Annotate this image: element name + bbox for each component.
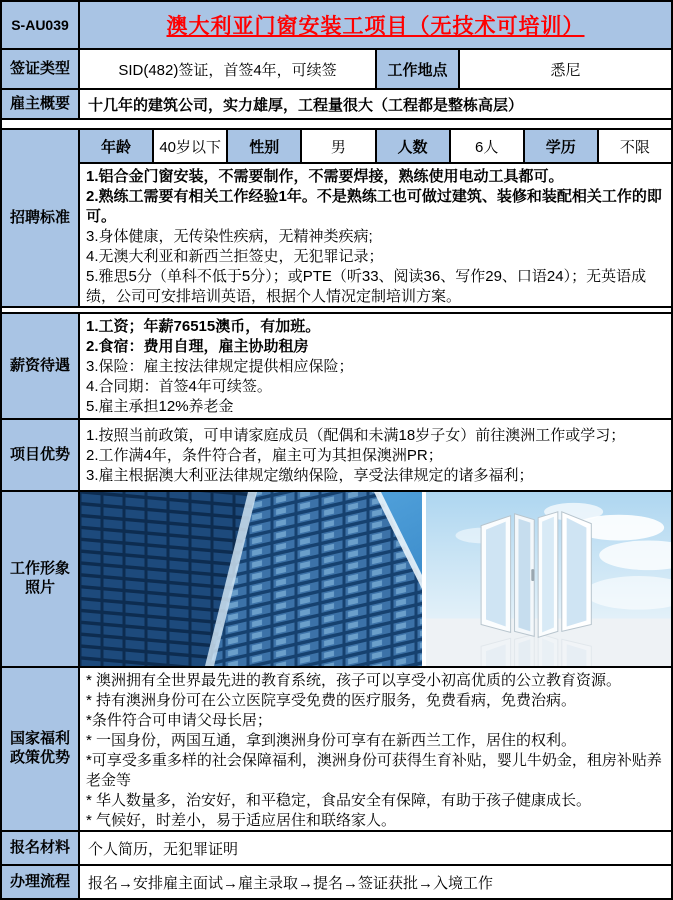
welfare-items	[80, 668, 671, 830]
employer-label: 雇主概要	[2, 90, 80, 118]
welfare-item: * 气候好，时差小，易于适应居住和联络家人。	[86, 812, 397, 829]
materials-row	[2, 832, 671, 866]
age-value: 40岁以下	[154, 130, 228, 162]
advantage-item: 1.按照当前政策，可申请家庭成员（配偶和未满18岁子女）前往澳洲工作或学习；	[86, 426, 626, 444]
employer-row	[2, 90, 671, 120]
process-value: 报名→安排雇主面试→雇主录取→提名→签证获批→入境工作	[88, 874, 494, 892]
education-value: 不限	[619, 138, 650, 156]
salary-item: 4.合同期：首签4年可续签。	[86, 377, 272, 395]
process-label: 办理流程	[2, 866, 80, 898]
work-location-label: 工作地点	[377, 50, 460, 88]
welfare-row	[2, 668, 671, 832]
welfare-item: * 持有澳洲身份可在公立医院享受免费的医疗服务，免费看病，免费治病。	[86, 692, 577, 709]
photo-label: 工作形象照片	[2, 492, 80, 666]
welfare-item: *可享受多重多样的社会保障福利，澳洲身份可获得生育补贴，婴儿牛奶金，租房补贴养老金等	[86, 752, 662, 789]
salary-label: 薪资待遇	[2, 314, 80, 418]
row-spacer	[2, 120, 671, 130]
education-label: 学历	[525, 130, 599, 162]
job-code: S-AU039	[2, 2, 80, 48]
recruit-item: 1.铝合金门窗安装，不需要制作，不需要焊接，熟练使用电动工具都可。	[86, 168, 564, 185]
gender-label: 性别	[228, 130, 302, 162]
spec-row	[80, 130, 671, 164]
salary-row	[2, 314, 671, 420]
advantages-items	[80, 420, 671, 490]
visa-type-value: SID(482)签证，首签4年，可续签	[80, 50, 377, 88]
materials-label: 报名材料	[2, 832, 80, 864]
salary-item: 2.食宿：费用自理，雇主协助租房	[86, 337, 309, 355]
employer-value: 十几年的建筑公司，实力雄厚，工程量很大（工程都是整栋高层）	[88, 96, 524, 114]
visa-row	[2, 50, 671, 90]
advantage-item: 2.工作满4年，条件符合者，雇主可为其担保澳洲PR；	[86, 446, 443, 464]
headcount-value: 6人	[451, 130, 525, 162]
visa-type-label: 签证类型	[2, 50, 80, 88]
page-title: 澳大利亚门窗安装工项目（无技术可培训）	[166, 15, 585, 38]
salary-item: 3.保险：雇主按法律规定提供相应保险；	[86, 357, 354, 375]
title-row	[2, 2, 671, 50]
salary-item: 5.雇主承担12%养老金	[86, 397, 234, 415]
welfare-label: 国家福利政策优势	[2, 668, 80, 830]
advantage-item: 3.雇主根据澳大利亚法律规定缴纳保险，享受法律规定的诸多福利；	[86, 466, 534, 484]
recruit-item: 4.无澳大利亚和新西兰拒签史，无犯罪记录；	[86, 248, 384, 265]
recruit-item: 2.熟练工需要有相关工作经验1年。不是熟练工也可做过建筑、装修和装配相关工作的即可。	[86, 188, 662, 225]
work-location-value: 悉尼	[550, 61, 581, 79]
recruit-label: 招聘标准	[2, 130, 80, 306]
advantages-row	[2, 420, 671, 492]
welfare-item: * 澳洲拥有全世界最先进的教育系统，孩子可以享受小初高优质的公立教育资源。	[86, 672, 622, 689]
advantages-label: 项目优势	[2, 420, 80, 490]
glass-building-photo	[80, 492, 422, 666]
open-windows-photo	[426, 492, 671, 666]
welfare-item: * 华人数量多，治安好，和平稳定，食品安全有保障，有助于孩子健康成长。	[86, 792, 592, 809]
recruit-row	[2, 130, 671, 308]
welfare-item: * 一国身份，两国互通，拿到澳洲身份可享有在新西兰工作，居住的权利。	[86, 732, 577, 749]
recruit-items	[80, 164, 671, 306]
gender-value: 男	[302, 130, 376, 162]
photo-row	[2, 492, 671, 668]
recruit-item: 3.身体健康，无传染性疾病，无精神类疾病;	[86, 228, 373, 245]
salary-items	[80, 314, 671, 418]
welfare-item: *条件符合可申请父母长居；	[86, 712, 272, 729]
materials-value: 个人简历，无犯罪证明	[88, 840, 239, 858]
age-label: 年龄	[80, 130, 154, 162]
salary-item: 1.工资；年薪76515澳币，有加班。	[86, 317, 321, 335]
recruit-item: 5.雅思5分（单科不低于5分）；或PTE（听33、阅读36、写作29、口语24）；无英语成绩，公司可安排培训英语，根据个人情况定制培训方案。	[86, 268, 647, 305]
process-row	[2, 866, 671, 898]
headcount-label: 人数	[377, 130, 451, 162]
photo-strip	[80, 492, 671, 666]
